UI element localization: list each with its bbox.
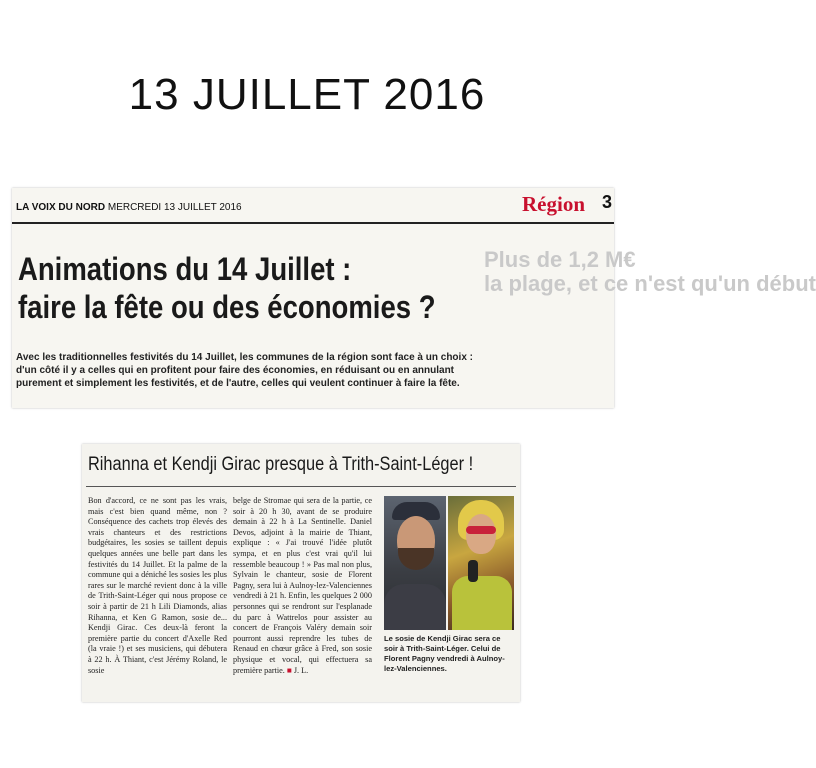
newspaper-name: LA VOIX DU NORD bbox=[16, 202, 106, 213]
photo-kendji-girac-lookalike bbox=[384, 496, 446, 630]
headline-line-1: Animations du 14 Juillet : bbox=[18, 251, 352, 287]
article-headline bbox=[18, 250, 465, 326]
issue-date: MERCREDI 13 JUILLET 2016 bbox=[107, 202, 242, 213]
article-clipping-main bbox=[12, 188, 816, 408]
page-date-title: 13 JUILLET 2016 bbox=[128, 70, 486, 119]
masthead bbox=[16, 202, 242, 213]
photo-caption: Le sosie de Kendji Girac sera ce soir à Trith-Saint-Léger. Celui de Florent Pagny vendredi à Aulnoy-lez-Valenciennes. bbox=[384, 634, 505, 673]
background-bleed bbox=[540, 420, 614, 720]
header-divider bbox=[12, 222, 614, 224]
page-number: 3 bbox=[602, 192, 613, 212]
article-title: Rihanna et Kendji Girac presque à Trith-Saint-Léger ! bbox=[88, 454, 474, 475]
article-lead: Avec les traditionnelles festivités du 14 Juillet, les communes de la région sont face à un choix : d'un côté il y a celles qui en profitent pour faire des économies, en réduisant ou en annulant purement et simplement les festivités, et de l'autre, celles qui veulent continuer à faire la fête. bbox=[16, 352, 473, 389]
article-column-2 bbox=[233, 496, 372, 676]
title-divider bbox=[86, 486, 516, 487]
headline-line-2: faire la fête ou des économies ? bbox=[18, 289, 436, 325]
author-signature: J. L. bbox=[293, 665, 309, 675]
article-column-2-text: belge de Stromae qui sera de la partie, ce soir à 20 h 30, avant de se produire demain à 22 h à La Sentinelle. Daniel Devos, adjoint à la mairie de Thiant, explique : « J'ai trouvé l'idée plutôt sympa, et en plus c'est vrai qu'il lui ressemble beaucoup ! » Pas mal non plus, Sylvain le chanteur, sosie de Florent Pagny, sera lui à Aulnoy-lez-Valenciennes vendredi à 21 h. Enfin, les quelques 2 000 personnes qui se rendront sur l'esplanade du parc à Wattrelos pour assister au concert de François Valéry demain soir pourront aussi reprendre les tubes de Renaud en chœur grâce à Fred, son sosie physique et vocal, qui effectuera sa première partie. bbox=[233, 496, 372, 675]
end-bullet: ■ bbox=[286, 665, 292, 675]
article-column-1: Bon d'accord, ce ne sont pas les vrais, mais c'est bien quand même, non ? Conséquence des cachets trop élevés des vrais chanteurs et des restrictions budgétaires, les sosies se taillent depuis quelques années une belle part dans les festivités du 14 Juillet. Et la palme de la commune qui a déniché les sosies les plus rares sur le marché revient donc à la ville de Trith-Saint-Léger qui nous propose ce soir à partir de 21 h Lili Diamonds, alias Rihanna, et Ken G Ramon, sosie de... Kendji Girac. Ces deux-là feront la première partie du concert d'Axelle Red (la vraie !) et ses musiciens, qui débutera à 22 h. À Thiant, c'est Jérémy Roland, le sosie bbox=[88, 496, 227, 675]
bleed-through-headline: Plus de 1,2 M€ la plage, et ce n'est qu'un début bbox=[484, 247, 816, 296]
section-label: Région bbox=[522, 192, 585, 216]
photo-florent-pagny-lookalike bbox=[448, 496, 514, 630]
article-clipping-sosies bbox=[82, 444, 520, 702]
